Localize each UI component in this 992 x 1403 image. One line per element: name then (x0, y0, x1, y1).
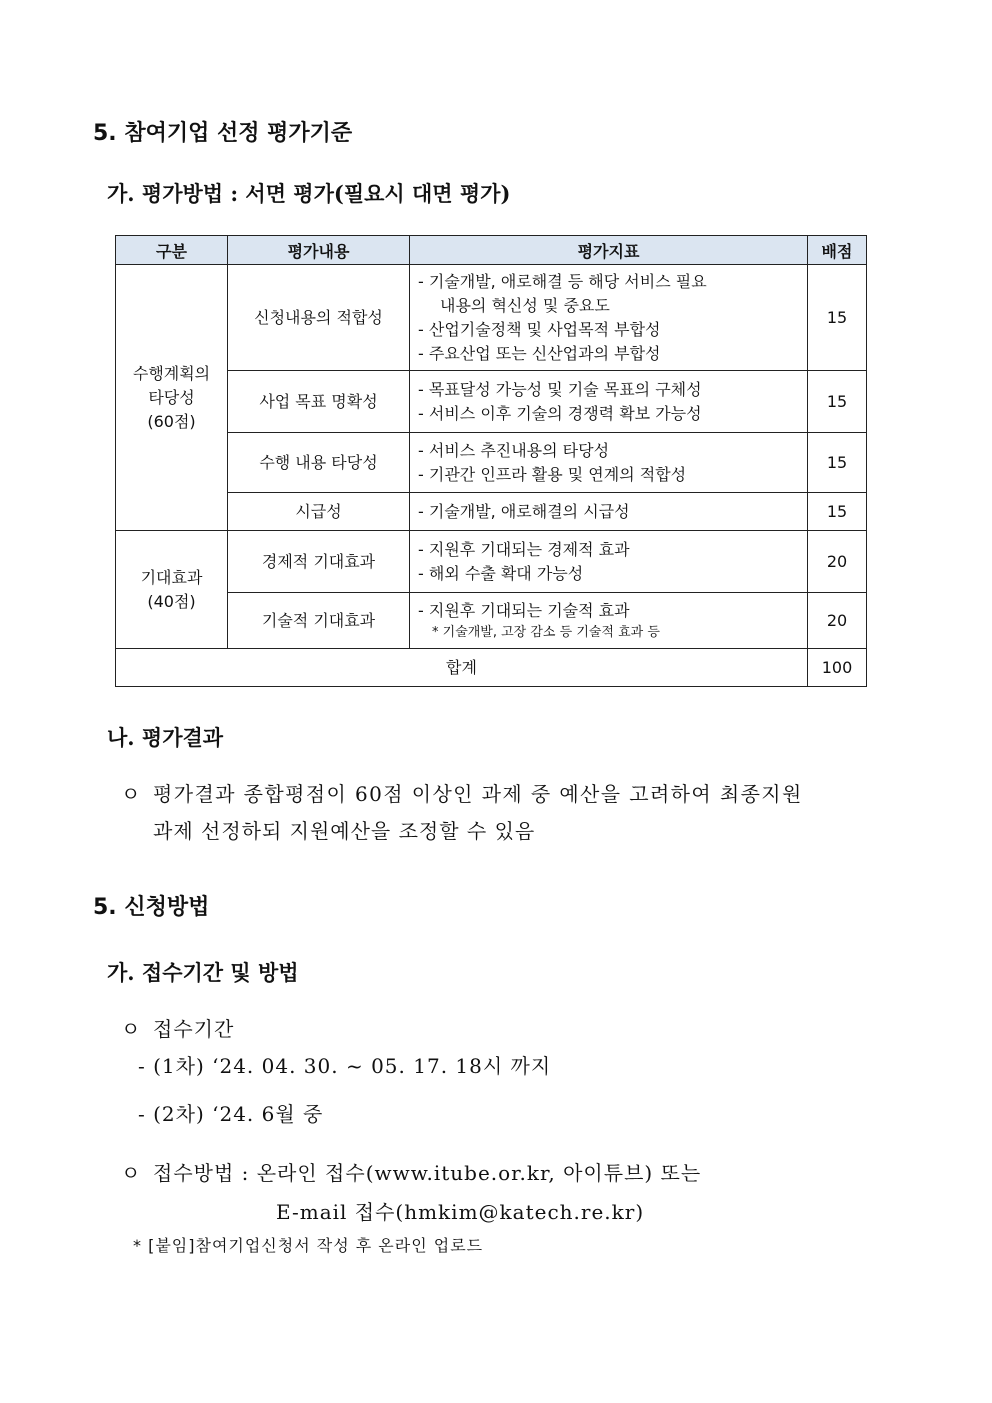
content-cell: 수행 내용 타당성 (228, 433, 410, 493)
indicator-item: - 산업기술정책 및 사업목적 부합성 (418, 319, 661, 339)
period-second: - (2차) ‘24. 6월 중 (138, 1102, 324, 1126)
method-line1: 접수방법 : 온라인 접수(www.itube.or.kr, 아이튜브) 또는 (153, 1161, 702, 1185)
indicator-item: - 기관간 인프라 활용 및 연계의 적합성 (418, 464, 687, 484)
bullet-marker: ㅇ (121, 1161, 142, 1185)
category-label: 수행계획의 (132, 363, 211, 383)
indicator-item: - 목표달성 가능성 및 기술 목표의 구체성 (418, 379, 702, 399)
header-content: 평가내용 (228, 236, 410, 265)
subsection-title-result: 나. 평가결과 (107, 725, 224, 750)
section-title-application: 5. 신청방법 (93, 895, 210, 920)
period-label: 접수기간 (153, 1017, 235, 1041)
result-text-line2: 과제 선정하되 지원예산을 조정할 수 있음 (153, 819, 536, 843)
content-cell: 기술적 기대효과 (228, 593, 410, 649)
header-category: 구분 (116, 236, 228, 265)
indicator-item: 내용의 혁신성 및 중요도 (440, 295, 610, 315)
score-cell: 15 (808, 371, 867, 433)
indicator-item: - 서비스 추진내용의 타당성 (418, 440, 610, 460)
indicator-cell (410, 433, 808, 493)
indicator-cell (410, 493, 808, 531)
score-cell: 15 (808, 265, 867, 371)
category-points: (60점) (147, 411, 196, 431)
indicator-cell (410, 531, 808, 593)
content-cell: 경제적 기대효과 (228, 531, 410, 593)
indicator-cell (410, 265, 808, 371)
content-cell: 시급성 (228, 493, 410, 531)
indicator-cell (410, 593, 808, 649)
table-total-row (116, 649, 867, 687)
table-row (116, 593, 867, 649)
indicator-item: - 기술개발, 애로해결 등 해당 서비스 필요 (418, 271, 707, 291)
category-label: 기대효과 (140, 567, 203, 587)
subsection-title-period: 가. 접수기간 및 방법 (107, 960, 299, 985)
indicator-cell (410, 371, 808, 433)
table-row (116, 265, 867, 371)
category-label: 타당성 (148, 387, 195, 407)
subsection-title-method: 가. 평가방법 : 서면 평가(필요시 대면 평가) (107, 181, 511, 206)
indicator-item: - 해외 수출 확대 가능성 (418, 563, 584, 583)
category-cell-effect (116, 531, 228, 649)
indicator-item: - 지원후 기대되는 경제적 효과 (418, 539, 630, 559)
table-header-row (116, 236, 867, 265)
bullet-marker: ㅇ (121, 1017, 142, 1041)
indicator-item: - 지원후 기대되는 기술적 효과 (418, 600, 630, 620)
table-row (116, 371, 867, 433)
indicator-item: - 기술개발, 애로해결의 시급성 (418, 501, 630, 521)
total-score: 100 (808, 649, 867, 687)
score-cell: 20 (808, 531, 867, 593)
table-row (116, 531, 867, 593)
score-cell: 20 (808, 593, 867, 649)
header-score: 배점 (808, 236, 867, 265)
content-cell: 신청내용의 적합성 (228, 265, 410, 371)
score-cell: 15 (808, 433, 867, 493)
section-title-evaluation: 5. 참여기업 선정 평가기준 (93, 121, 353, 146)
indicator-note: * 기술개발, 고장 감소 등 기술적 효과 등 (432, 624, 660, 640)
bullet-marker: ㅇ (121, 782, 142, 806)
total-label: 합계 (116, 649, 808, 687)
period-first: - (1차) ‘24. 04. 30. ~ 05. 17. 18시 까지 (138, 1054, 552, 1078)
category-points: (40점) (147, 591, 196, 611)
content-cell: 사업 목표 명확성 (228, 371, 410, 433)
table-row (116, 493, 867, 531)
result-text-line1: 평가결과 종합평점이 60점 이상인 과제 중 예산을 고려하여 최종지원 (153, 782, 803, 806)
indicator-item: - 주요산업 또는 신산업과의 부합성 (418, 343, 661, 363)
table-row (116, 433, 867, 493)
evaluation-criteria-table (115, 235, 867, 687)
header-indicator: 평가지표 (410, 236, 808, 265)
indicator-item: - 서비스 이후 기술의 경쟁력 확보 가능성 (418, 403, 702, 423)
category-cell-plan (116, 265, 228, 531)
method-line2: E-mail 접수(hmkim@katech.re.kr) (276, 1200, 645, 1224)
attachment-note: * [붙임]참여기업신청서 작성 후 온라인 업로드 (133, 1236, 484, 1255)
score-cell: 15 (808, 493, 867, 531)
